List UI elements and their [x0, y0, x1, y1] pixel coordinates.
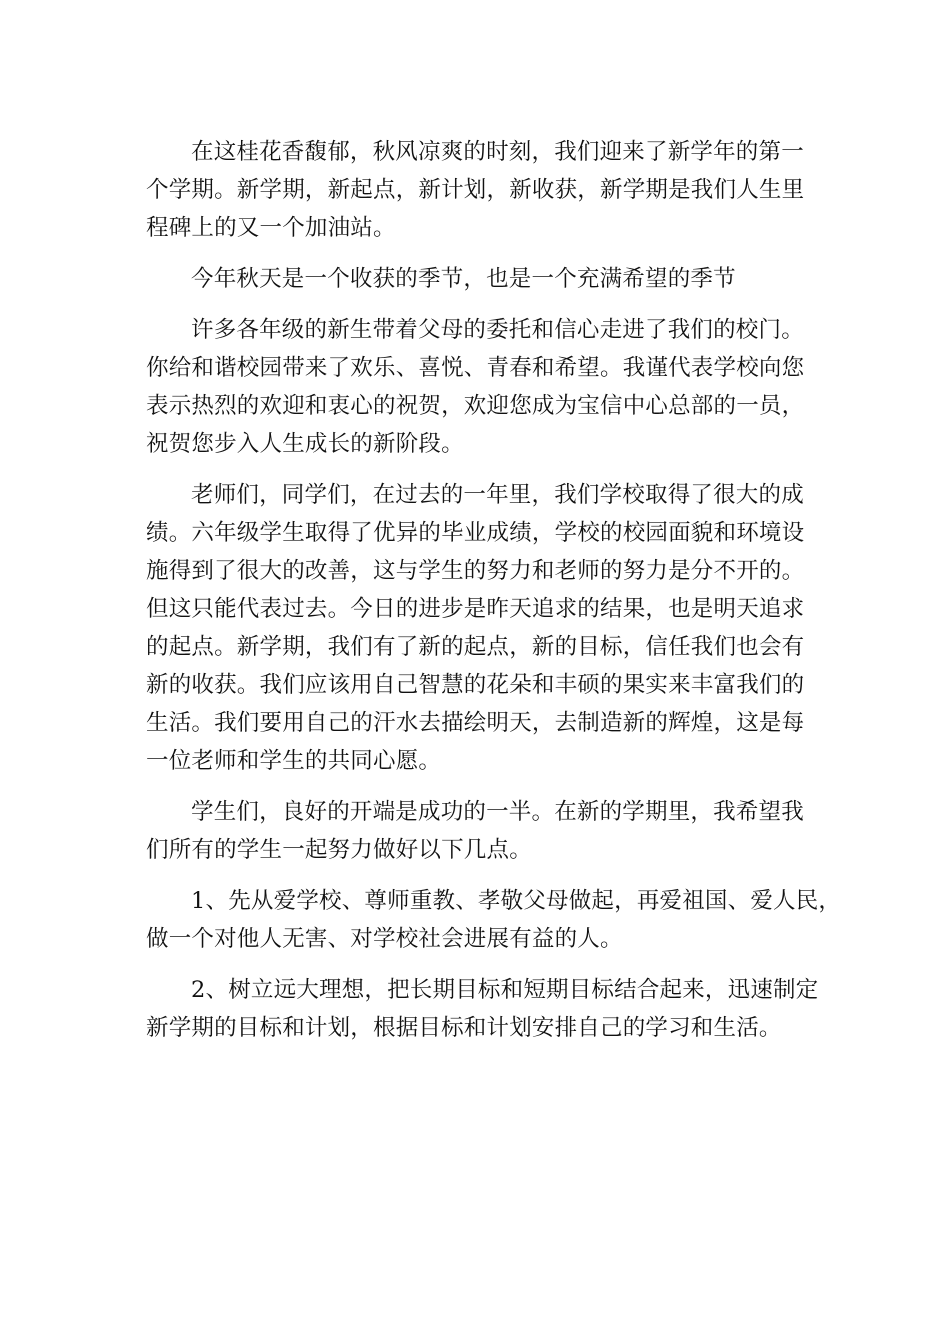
text-line: 绩。六年级学生取得了优异的毕业成绩，学校的校园面貌和环境设	[146, 520, 805, 546]
text-line: 老师们，同学们，在过去的一年里，我们学校取得了很大的成	[191, 482, 804, 508]
document-body	[146, 133, 842, 1060]
text-line: 祝贺您步入人生成长的新阶段。	[146, 431, 464, 457]
paragraph-1	[146, 133, 814, 247]
paragraph-4	[146, 476, 814, 780]
text-line: 的起点。新学期，我们有了新的起点，新的目标，信任我们也会有	[146, 634, 805, 660]
text-line: 许多各年级的新生带着父母的委托和信心走进了我们的校门。	[191, 317, 804, 343]
text-line: 新的收获。我们应该用自己智慧的花朵和丰硕的果实来丰富我们的	[146, 672, 805, 698]
text-line: 在这桂花香馥郁，秋风凉爽的时刻，我们迎来了新学年的第一	[191, 139, 804, 165]
paragraph-6	[146, 882, 842, 958]
text-line: 2、树立远大理想，把长期目标和短期目标结合起来，迅速制定	[191, 977, 819, 1003]
text-line: 们所有的学生一起努力做好以下几点。	[146, 837, 532, 863]
text-line: 生活。我们要用自己的汗水去描绘明天，去制造新的辉煌，这是每	[146, 710, 805, 736]
text-line: 今年秋天是一个收获的季节，也是一个充满希望的季节	[191, 266, 736, 292]
paragraph-7	[146, 971, 819, 1047]
text-line: 1、先从爱学校、尊师重教、孝敬父母做起，再爱祖国、爱人民，	[191, 888, 842, 914]
text-line: 个学期。新学期，新起点，新计划，新收获，新学期是我们人生里	[146, 177, 805, 203]
text-line: 你给和谐校园带来了欢乐、喜悦、青春和希望。我谨代表学校向您	[146, 355, 805, 381]
text-line: 但这只能代表过去。今日的进步是昨天追求的结果，也是明天追求	[146, 596, 805, 622]
text-line: 做一个对他人无害、对学校社会进展有益的人。	[146, 926, 623, 952]
text-line: 施得到了很大的改善，这与学生的努力和老师的努力是分不开的。	[146, 558, 805, 584]
paragraph-5	[146, 793, 814, 869]
text-line: 程碑上的又一个加油站。	[146, 215, 396, 241]
text-line: 表示热烈的欢迎和衷心的祝贺，欢迎您成为宝信中心总部的一员，	[146, 393, 805, 419]
text-line: 新学期的目标和计划，根据目标和计划安排自己的学习和生活。	[146, 1015, 782, 1041]
text-line: 学生们，良好的开端是成功的一半。在新的学期里，我希望我	[191, 799, 804, 825]
text-line: 一位老师和学生的共同心愿。	[146, 748, 442, 774]
paragraph-2	[146, 260, 814, 298]
paragraph-3	[146, 311, 814, 463]
